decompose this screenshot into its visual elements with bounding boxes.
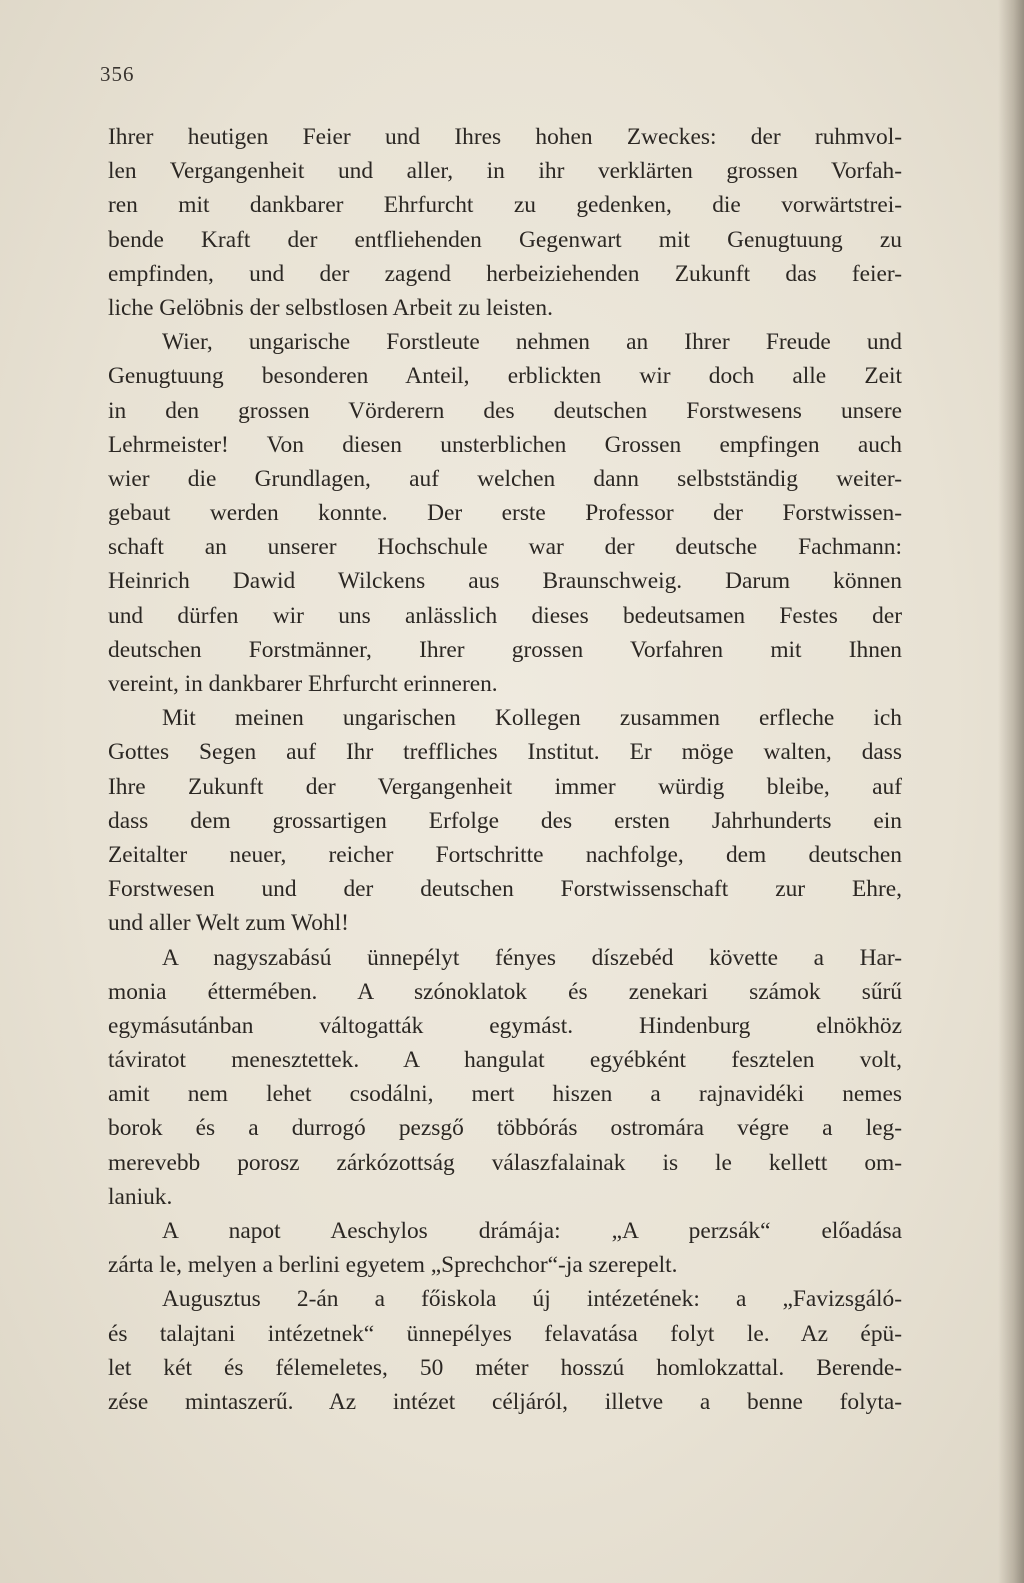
text-line: zése mintaszerű. Az intézet céljáról, illetve a benne folyta- — [108, 1388, 902, 1415]
paragraph — [108, 1214, 902, 1282]
text-line: amit nem lehet csodálni, mert hiszen a rajnavidéki nemes — [108, 1081, 902, 1108]
text-line: schaft an unserer Hochschule war der deutsche Fachmann: — [108, 534, 902, 561]
text-line: Ihrer heutigen Feier und Ihres hohen Zweckes: der ruhmvol- — [108, 124, 902, 150]
text-line: Heinrich Dawid Wilckens aus Braunschweig. Darum können — [108, 568, 902, 595]
text-line: laniuk. — [108, 1183, 173, 1210]
text-line: bende Kraft der entfliehenden Gegenwart mit Genugtuung zu — [108, 226, 902, 253]
paragraph — [108, 941, 902, 1215]
text-line: Genugtuung besonderen Anteil, erblickten wir doch alle Zeit — [108, 363, 902, 390]
paragraph — [108, 701, 902, 940]
text-line: táviratot menesztettek. A hangulat egyébként fesztelen volt, — [108, 1047, 902, 1074]
text-line: Forstwesen und der deutschen Forstwissenschaft zur Ehre, — [108, 876, 902, 903]
text-line: zárta le, melyen a berlini egyetem „Sprechchor“-ja szerepelt. — [108, 1252, 678, 1279]
text-line: in den grossen Vörderern des deutschen Forstwesens unsere — [108, 397, 902, 424]
text-line: gebaut werden konnte. Der erste Professor der Forstwissen- — [108, 500, 902, 527]
paragraph — [108, 1282, 902, 1419]
text-line: és talajtani intézetnek“ ünnepélyes felavatása folyt le. Az épü- — [108, 1320, 902, 1347]
text-line: wier die Grundlagen, auf welchen dann selbstständig weiter- — [108, 465, 902, 492]
text-line: egymásutánban váltogatták egymást. Hindenburg elnökhöz — [108, 1012, 902, 1039]
text-line: dass dem grossartigen Erfolge des ersten Jahrhunderts ein — [108, 807, 902, 834]
page-number: 356 — [100, 62, 135, 86]
text-line: monia éttermében. A szónoklatok és zenekari számok sűrű — [108, 978, 902, 1005]
text-line: borok és a durrogó pezsgő többórás ostromára végre a leg- — [108, 1115, 902, 1142]
text-line: und aller Welt zum Wohl! — [108, 910, 349, 937]
text-line: Wier, ungarische Forstleute nehmen an Ihrer Freude und — [162, 329, 902, 356]
text-line: merevebb porosz zárkózottság válaszfalainak is le kellett om- — [108, 1149, 902, 1176]
text-line: Ihre Zukunft der Vergangenheit immer würdig bleibe, auf — [108, 773, 902, 800]
text-line: Lehrmeister! Von diesen unsterblichen Grossen empfingen auch — [108, 431, 902, 458]
text-line: vereint, in dankbarer Ehrfurcht erinneren. — [108, 671, 498, 697]
text-line: A napot Aeschylos drámája: „A perzsák“ előadása — [162, 1218, 902, 1244]
text-line: liche Gelöbnis der selbstlosen Arbeit zu leisten. — [108, 294, 553, 321]
text-line: Zeitalter neuer, reicher Fortschritte nachfolge, dem deutschen — [108, 841, 902, 868]
paragraph — [108, 120, 902, 325]
text-line: let két és félemeletes, 50 méter hosszú homlokzattal. Berende- — [108, 1354, 902, 1381]
body-text — [108, 120, 902, 1419]
page-edge-shadow — [998, 0, 1024, 1583]
paragraph — [108, 325, 902, 701]
text-line: A nagyszabású ünnepélyt fényes díszebéd követte a Har- — [162, 944, 902, 971]
text-line: Mit meinen ungarischen Kollegen zusammen erfleche ich — [162, 705, 902, 732]
text-line: deutschen Forstmänner, Ihrer grossen Vorfahren mit Ihnen — [108, 636, 902, 663]
text-line: Gottes Segen auf Ihr treffliches Institut. Er möge walten, dass — [108, 739, 902, 766]
text-line: len Vergangenheit und aller, in ihr verklärten grossen Vorfah- — [108, 158, 902, 185]
text-line: empfinden, und der zagend herbeiziehenden Zukunft das feier- — [108, 260, 902, 287]
text-line: Augusztus 2-án a főiskola új intézetének: a „Favizsgáló- — [162, 1286, 902, 1313]
text-line: und dürfen wir uns anlässlich dieses bedeutsamen Festes der — [108, 602, 902, 629]
text-line: ren mit dankbarer Ehrfurcht zu gedenken, die vorwärtstrei- — [108, 192, 902, 219]
